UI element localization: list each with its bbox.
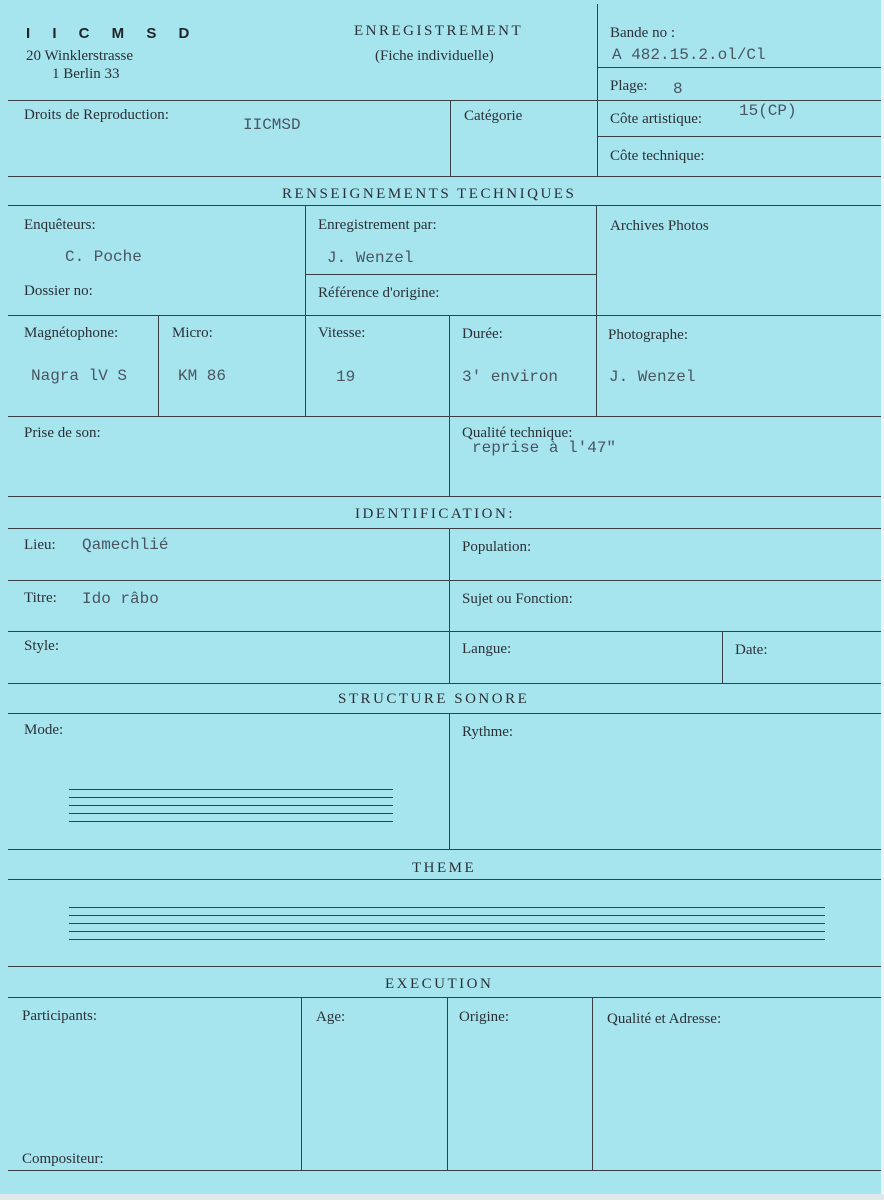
rule [8,849,882,850]
rythme-label: Rythme: [462,724,514,740]
rule [8,176,882,177]
sujet-label: Sujet ou Fonction: [462,591,573,607]
rule [8,205,882,206]
rule [447,997,448,1170]
date-label: Date: [735,642,768,658]
rule [301,997,302,1170]
enregistrement-value: J. Wenzel [327,249,414,267]
staff-line [69,923,825,924]
rule [8,580,882,581]
section-heading-theme: THEME [412,860,477,876]
categorie-label: Catégorie [464,108,523,124]
plage-value: 8 [673,80,683,98]
age-label: Age: [316,1009,346,1025]
staff-line [69,939,825,940]
staff-line [69,915,825,916]
form-subtitle: (Fiche individuelle) [375,48,494,64]
duree-label: Durée: [462,326,503,342]
lieu-label: Lieu: [24,537,56,553]
cote-artistique-label: Côte artistique: [610,111,703,127]
rule [8,1170,882,1171]
enregistrement-label: Enregistrement par: [318,217,437,233]
magnetophone-value: Nagra lV S [31,367,128,385]
rule [158,315,159,416]
titre-label: Titre: [24,590,57,606]
rule [598,136,882,137]
reference-label: Référence d'origine: [318,285,440,301]
micro-label: Micro: [172,325,213,341]
rule [449,713,450,849]
vitesse-label: Vitesse: [318,325,366,341]
rule [8,966,882,967]
langue-label: Langue: [462,641,512,657]
staff-line [69,789,393,790]
rule [8,496,882,497]
mode-label: Mode: [24,722,64,738]
staff-line [69,821,393,822]
rule [592,997,593,1170]
prise-label: Prise de son: [24,425,101,441]
titre-value: Ido râbo [82,590,159,608]
style-label: Style: [24,638,60,654]
cote-artistique-value: 15(CP) [739,102,797,120]
rule [449,528,450,683]
rule [449,315,450,496]
droits-value: IICMSD [243,116,301,134]
droits-label: Droits de Reproduction: [24,107,169,123]
paper-edge [0,1194,884,1200]
rule [8,315,882,316]
org-name: I I C M S D [26,25,199,42]
bande-label: Bande no : [610,25,675,41]
rule [8,683,882,684]
rule [8,631,882,632]
staff-line [69,797,393,798]
population-label: Population: [462,539,532,555]
cote-technique-label: Côte technique: [610,148,705,164]
rule [597,4,598,177]
staff-line [69,813,393,814]
form-title: ENREGISTREMENT [354,23,524,39]
rule [305,274,596,275]
rule [8,528,882,529]
enqueteurs-value: C. Poche [65,248,142,266]
rule [8,713,882,714]
rule [450,100,451,177]
plage-label: Plage: [610,78,648,94]
rule [8,997,882,998]
archives-label: Archives Photos [610,218,709,234]
section-heading-execution: EXECUTION [385,976,494,992]
staff-line [69,931,825,932]
lieu-value: Qamechlié [82,536,169,554]
rule [722,631,723,683]
photographe-label: Photographe: [608,327,688,343]
rule [598,67,882,68]
vitesse-value: 19 [336,368,356,386]
section-heading-structure: STRUCTURE SONORE [338,691,530,707]
photographe-value: J. Wenzel [609,368,696,386]
staff-line [69,805,393,806]
origine-label: Origine: [459,1009,509,1025]
magnetophone-label: Magnétophone: [24,325,119,341]
qualite-technique-label: Qualité technique: [462,425,573,441]
dossier-label: Dossier no: [24,283,93,299]
participants-label: Participants: [22,1008,97,1024]
duree-value: 3' environ [462,368,559,386]
rule [596,205,597,416]
micro-value: KM 86 [178,367,227,385]
qualite-technique-value: reprise à l'47" [472,439,617,457]
qualite-adresse-label: Qualité et Adresse: [607,1011,722,1027]
staff-line [69,907,825,908]
rule [8,416,882,417]
enqueteurs-label: Enquêteurs: [24,217,96,233]
section-heading-identification: IDENTIFICATION: [355,506,515,522]
rule [8,879,882,880]
compositeur-label: Compositeur: [22,1151,104,1167]
section-heading-technical: RENSEIGNEMENTS TECHNIQUES [282,186,577,202]
org-street: 20 Winklerstrasse [26,48,134,64]
org-city: 1 Berlin 33 [52,66,120,82]
rule [305,205,306,416]
bande-value: A 482.15.2.ol/Cl [612,46,766,64]
